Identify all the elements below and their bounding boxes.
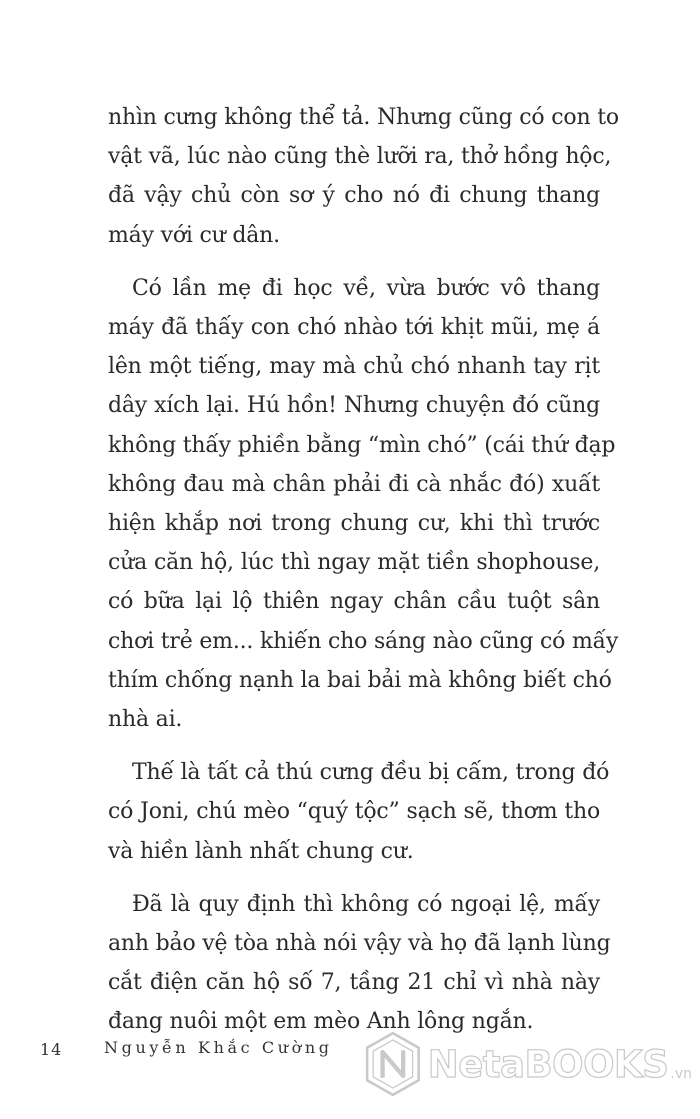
text-line: đang nuôi một em mèo Anh lông ngắn. <box>108 1009 534 1035</box>
text-line: máy với cư dân. <box>108 222 280 248</box>
text-line: chơi trẻ em... khiến cho sáng nào cũng có mấy <box>108 628 619 654</box>
text-line: không thấy phiền bằng “mìn chó” (cái thứ đạp <box>108 432 616 458</box>
text-line: Có lần mẹ đi học về, vừa bước vô thang <box>132 275 600 301</box>
text-line: vật vã, lúc nào cũng thè lưỡi ra, thở hồng hộc, <box>108 144 612 170</box>
paragraph-4 <box>108 885 611 1042</box>
paragraph-1 <box>108 98 619 255</box>
text-line: anh bảo vệ tòa nhà nói vậy và họ đã lạnh lùng <box>108 931 611 957</box>
watermark <box>362 1024 692 1104</box>
paragraph-2 <box>108 269 619 739</box>
text-line: nhà ai. <box>108 707 183 733</box>
text-line: có bữa lại lộ thiên ngay chân cầu tuột sân <box>108 589 600 615</box>
watermark-suffix: .vn <box>670 1066 692 1082</box>
watermark-brand: NetaBOOKS <box>427 1042 669 1086</box>
body-text <box>108 98 619 1056</box>
text-line: thím chống nạnh la bai bải mà không biết chó <box>108 667 612 693</box>
text-line: và hiền lành nhất chung cư. <box>108 838 414 864</box>
text-line: Thế là tất cả thú cưng đều bị cấm, trong đó <box>132 760 610 786</box>
text-line: không đau mà chân phải đi cà nhắc đó) xuất <box>108 471 600 497</box>
text-line: nhìn cưng không thể tả. Nhưng cũng có con to <box>108 105 619 130</box>
text-line: hiện khắp nơi trong chung cư, khi thì trước <box>108 511 600 537</box>
paragraph-3 <box>108 753 610 871</box>
page-number: 14 <box>40 1040 63 1059</box>
running-footer-author: Nguyễn Khắc Cường <box>104 1038 333 1057</box>
text-line: lên một tiếng, may mà chủ chó nhanh tay rịt <box>108 354 600 380</box>
text-line: máy đã thấy con chó nhào tới khịt mũi, mẹ á <box>108 315 600 341</box>
text-line: Đã là quy định thì không có ngoại lệ, mấy <box>132 891 600 917</box>
text-line: dây xích lại. Hú hồn! Nhưng chuyện đó cũng <box>108 393 600 419</box>
text-line: đã vậy chủ còn sơ ý cho nó đi chung thang <box>108 183 600 209</box>
text-line: có Joni, chú mèo “quý tộc” sạch sẽ, thơm tho <box>108 799 600 825</box>
netabooks-logo-icon <box>362 1024 424 1104</box>
text-line: cắt điện căn hộ số 7, tầng 21 chỉ vì nhà này <box>108 970 600 996</box>
text-line: cửa căn hộ, lúc thì ngay mặt tiền shophouse, <box>108 550 600 576</box>
